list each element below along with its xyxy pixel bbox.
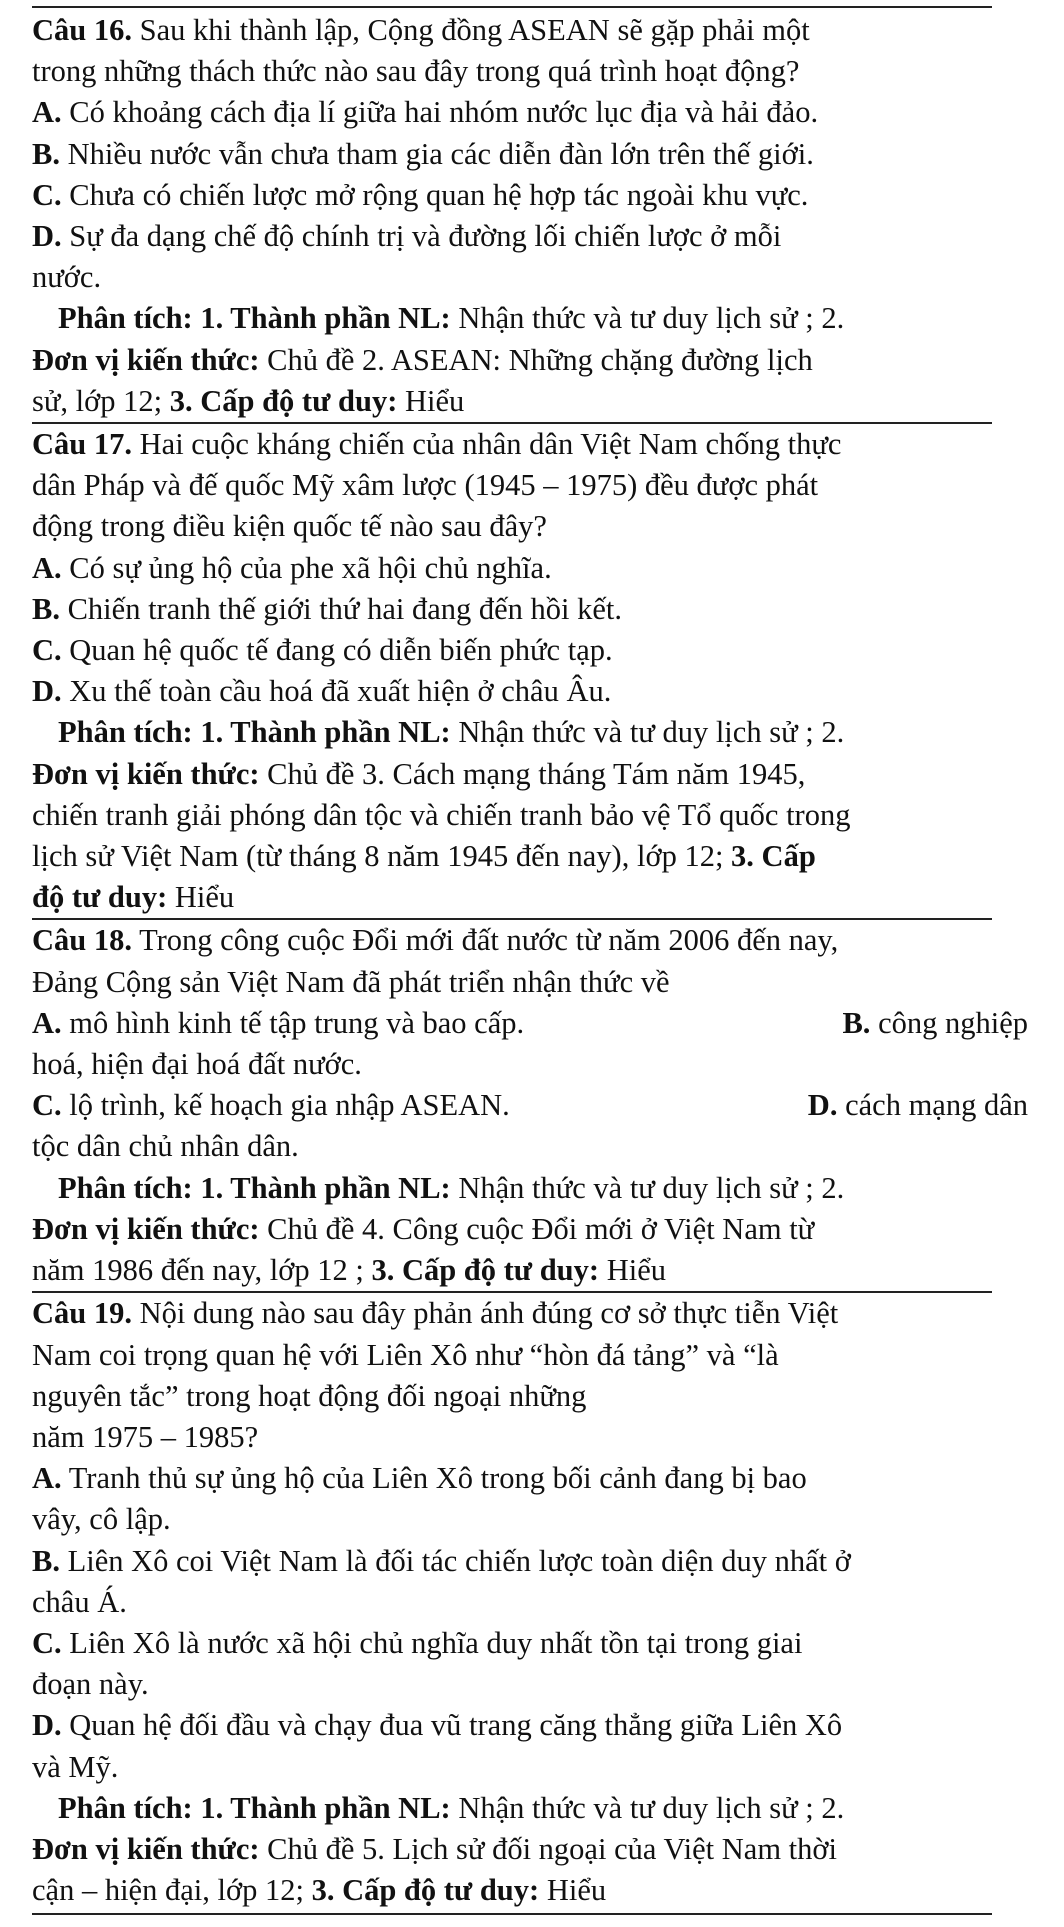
option-text: vây, cô lập. bbox=[32, 1502, 171, 1537]
option-key: A. bbox=[32, 95, 62, 130]
question-stem: Trong công cuộc Đổi mới đất nước từ năm 2006 đến nay, bbox=[139, 923, 839, 958]
analysis bbox=[32, 712, 1044, 753]
question-stem: Hai cuộc kháng chiến của nhân dân Việt Nam chống thực bbox=[139, 427, 842, 462]
analysis-heading: Đơn vị kiến thức: bbox=[32, 756, 260, 791]
option-key: C. bbox=[32, 177, 62, 212]
analysis-text: lịch sử Việt Nam (từ tháng 8 năm 1945 đến nay), lớp 12; bbox=[32, 839, 724, 874]
analysis-text: Nhận thức và tư duy lịch sử ; 2. bbox=[458, 1790, 845, 1825]
analysis-text: sử, lớp 12; bbox=[32, 383, 163, 418]
option-text: tộc dân chủ nhân dân. bbox=[32, 1129, 299, 1164]
option-text: công nghiệp bbox=[878, 1005, 1028, 1040]
analysis-text: Hiểu bbox=[546, 1873, 607, 1908]
option-key: A. bbox=[32, 1461, 62, 1496]
analysis-heading: Đơn vị kiến thức: bbox=[32, 1831, 260, 1866]
option-key: D. bbox=[32, 1708, 62, 1743]
option-a bbox=[32, 92, 1044, 133]
analysis-heading: Đơn vị kiến thức: bbox=[32, 342, 260, 377]
option-text: mô hình kinh tế tập trung và bao cấp. bbox=[69, 1005, 525, 1040]
top-divider bbox=[32, 6, 992, 8]
analysis-heading: 3. Cấp độ tư duy: bbox=[371, 1253, 600, 1288]
question-stem: động trong điều kiện quốc tế nào sau đây? bbox=[32, 509, 547, 544]
option-key: A. bbox=[32, 1005, 62, 1040]
option-key: B. bbox=[32, 136, 60, 171]
question-stem: Nam coi trọng quan hệ với Liên Xô như “hòn đá tảng” và “là bbox=[32, 1337, 779, 1372]
analysis-heading: 3. Cấp bbox=[731, 839, 816, 874]
analysis-text: Hiểu bbox=[174, 880, 235, 915]
question-label: Câu 17. bbox=[32, 427, 132, 462]
option-text: Nhiều nước vẫn chưa tham gia các diễn đàn lớn trên thế giới. bbox=[67, 136, 814, 171]
section-divider bbox=[32, 1913, 992, 1927]
analysis-heading: độ tư duy: bbox=[32, 880, 168, 915]
option-b bbox=[32, 134, 1044, 175]
option-b bbox=[32, 589, 1044, 630]
analysis-heading: Phân tích: 1. Thành phần NL: bbox=[58, 301, 451, 336]
option-b bbox=[32, 1541, 1044, 1582]
question-stem: Nội dung nào sau đây phản ánh đúng cơ sở thực tiễn Việt bbox=[139, 1296, 839, 1331]
option-key: B. bbox=[32, 1543, 60, 1578]
option-text: Có sự ủng hộ của phe xã hội chủ nghĩa. bbox=[69, 550, 552, 585]
question-stem: dân Pháp và đế quốc Mỹ xâm lược (1945 – 1975) đều được phát bbox=[32, 468, 819, 503]
option-text: Chiến tranh thế giới thứ hai đang đến hồi kết. bbox=[67, 591, 623, 626]
option-a bbox=[32, 1458, 1044, 1499]
option-text: cách mạng dân bbox=[845, 1088, 1028, 1123]
analysis-heading: Phân tích: 1. Thành phần NL: bbox=[58, 1170, 451, 1205]
option-text: hoá, hiện đại hoá đất nước. bbox=[32, 1047, 362, 1082]
option-key: B. bbox=[32, 591, 60, 626]
analysis-heading: 3. Cấp độ tư duy: bbox=[311, 1873, 540, 1908]
option-text: Sự đa dạng chế độ chính trị và đường lối chiến lược ở mỗi bbox=[69, 219, 782, 254]
option-text: Liên Xô coi Việt Nam là đối tác chiến lược toàn diện duy nhất ở bbox=[67, 1543, 851, 1578]
question-17 bbox=[32, 424, 1044, 918]
question-label: Câu 19. bbox=[32, 1296, 132, 1331]
question-18 bbox=[32, 920, 1044, 1291]
question-stem: Đảng Cộng sản Việt Nam đã phát triển nhận thức về bbox=[32, 964, 670, 999]
option-text: Xu thế toàn cầu hoá đã xuất hiện ở châu Âu. bbox=[69, 674, 612, 709]
question-stem: Sau khi thành lập, Cộng đồng ASEAN sẽ gặp phải một bbox=[139, 13, 810, 47]
option-a bbox=[32, 1003, 524, 1044]
analysis-text: Nhận thức và tư duy lịch sử ; 2. bbox=[458, 1170, 845, 1205]
option-text: châu Á. bbox=[32, 1584, 127, 1619]
option-key: C. bbox=[32, 1625, 62, 1660]
option-key: A. bbox=[32, 550, 62, 585]
option-text: lộ trình, kế hoạch gia nhập ASEAN. bbox=[69, 1088, 510, 1123]
analysis-text: Chủ đề 3. Cách mạng tháng Tám năm 1945, bbox=[267, 756, 806, 791]
analysis-text: Nhận thức và tư duy lịch sử ; 2. bbox=[458, 301, 845, 336]
option-d bbox=[32, 216, 1044, 257]
analysis-text: Nhận thức và tư duy lịch sử ; 2. bbox=[458, 715, 845, 750]
option-text: Liên Xô là nước xã hội chủ nghĩa duy nhất tồn tại trong giai bbox=[69, 1625, 803, 1660]
option-text: Có khoảng cách địa lí giữa hai nhóm nước lục địa và hải đảo. bbox=[69, 95, 819, 130]
option-key: B. bbox=[842, 1005, 871, 1040]
question-stem: năm 1975 – 1985? bbox=[32, 1419, 259, 1454]
analysis-text: Chủ đề 5. Lịch sử đối ngoại của Việt Nam thời bbox=[267, 1831, 838, 1866]
question-label: Câu 18. bbox=[32, 923, 132, 958]
option-text: Quan hệ đối đầu và chạy đua vũ trang căng thẳng giữa Liên Xô bbox=[69, 1708, 843, 1743]
option-d bbox=[32, 1705, 1044, 1746]
option-text: Chưa có chiến lược mở rộng quan hệ hợp tác ngoài khu vực. bbox=[69, 177, 809, 212]
analysis-text: Chủ đề 4. Công cuộc Đổi mới ở Việt Nam từ bbox=[267, 1211, 815, 1246]
analysis-heading: Phân tích: 1. Thành phần NL: bbox=[58, 1790, 451, 1825]
option-text: đoạn này. bbox=[32, 1667, 149, 1702]
option-text: nước. bbox=[32, 260, 102, 295]
option-text: Tranh thủ sự ủng hộ của Liên Xô trong bối cảnh đang bị bao bbox=[68, 1461, 807, 1496]
option-c bbox=[32, 1623, 1044, 1664]
option-key: C. bbox=[32, 1088, 62, 1123]
option-d bbox=[808, 1085, 1028, 1126]
option-b bbox=[842, 1003, 1028, 1044]
analysis bbox=[32, 298, 1044, 339]
option-key: C. bbox=[32, 633, 62, 668]
option-key: D. bbox=[807, 1088, 838, 1123]
option-a bbox=[32, 548, 1044, 589]
option-key: D. bbox=[32, 674, 62, 709]
analysis bbox=[32, 1168, 1044, 1209]
analysis-text: Hiểu bbox=[606, 1253, 666, 1288]
option-key: D. bbox=[32, 219, 62, 254]
question-stem: nguyên tắc” trong hoạt động đối ngoại những bbox=[32, 1378, 587, 1413]
analysis-text: chiến tranh giải phóng dân tộc và chiến tranh bảo vệ Tổ quốc trong bbox=[32, 797, 851, 832]
analysis bbox=[32, 1788, 1044, 1829]
question-19 bbox=[32, 1293, 1044, 1911]
analysis-text: Chủ đề 2. ASEAN: Những chặng đường lịch bbox=[267, 342, 813, 377]
question-label: Câu 16. bbox=[32, 13, 132, 47]
option-c bbox=[32, 1085, 510, 1126]
option-c bbox=[32, 175, 1044, 216]
analysis-text: Hiểu bbox=[404, 383, 465, 418]
option-text: và Mỹ. bbox=[32, 1749, 119, 1784]
analysis-heading: 3. Cấp độ tư duy: bbox=[169, 383, 398, 418]
question-16 bbox=[32, 10, 1044, 422]
option-text: Quan hệ quốc tế đang có diễn biến phức tạp. bbox=[69, 633, 613, 668]
analysis-heading: Phân tích: 1. Thành phần NL: bbox=[58, 715, 451, 750]
analysis-text: cận – hiện đại, lớp 12; bbox=[32, 1873, 304, 1908]
analysis-text: năm 1986 đến nay, lớp 12 ; bbox=[32, 1253, 364, 1288]
option-d bbox=[32, 671, 1044, 712]
question-stem: trong những thách thức nào sau đây trong quá trình hoạt động? bbox=[32, 54, 800, 89]
analysis-heading: Đơn vị kiến thức: bbox=[32, 1211, 260, 1246]
option-c bbox=[32, 630, 1044, 671]
